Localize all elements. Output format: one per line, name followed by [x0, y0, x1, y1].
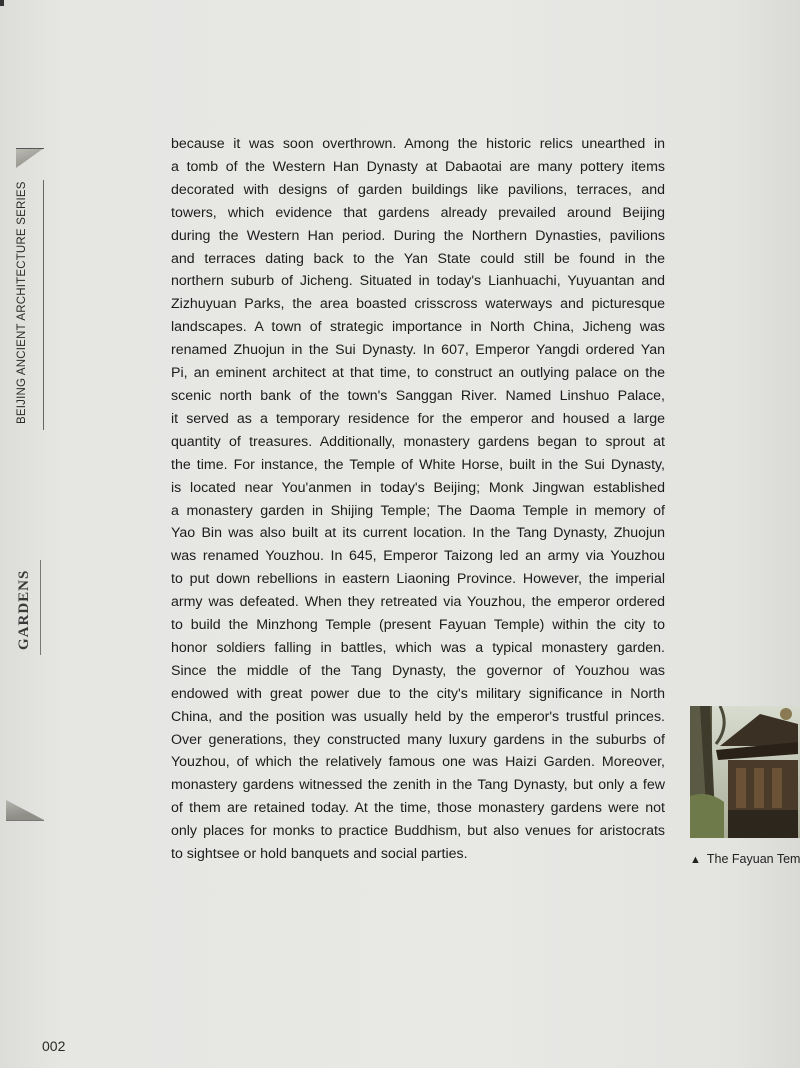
text-line: Since the middle of the Tang Dynasty, the governor of Youzhou was: [171, 662, 665, 679]
text-line: Pi, an eminent architect at that time, to construct an outlying palace on the: [171, 365, 665, 382]
tab-decoration: [6, 800, 44, 820]
text-line: landscapes. A town of strategic importance in North China, Jicheng was: [171, 319, 665, 336]
caption-text: The Fayuan Tem: [706, 852, 800, 866]
text-line: honor soldiers falling in battles, which was a typical monastery garden.: [171, 639, 665, 656]
text-line: of them are retained today. At the time, those monastery gardens were not: [171, 800, 665, 817]
text-line: it served as a temporary residence for the emperor and housed a large: [171, 410, 665, 427]
text-line: northern suburb of Jicheng. Situated in today's Lianhuachi, Yuyuantan and: [171, 273, 665, 290]
text-line: Yao Bin was also built at its current location. In the Tang Dynasty, Zhuojun: [171, 525, 665, 542]
text-line: to sightsee or hold banquets and social parties.: [171, 846, 468, 863]
text-line: was renamed Youzhou. In 645, Emperor Taizong led an army via Youzhou: [171, 548, 665, 565]
text-line: towers, which evidence that gardens already prevailed around Beijing: [171, 204, 665, 221]
text-line: decorated with designs of garden buildings like pavilions, terraces, and: [171, 181, 665, 198]
text-line: and terraces dating back to the Yan State could still be found in the: [171, 250, 665, 267]
text-line: during the Western Han period. During the Northern Dynasties, pavilions: [171, 227, 665, 244]
text-line: a tomb of the Western Han Dynasty at Dabaotai are many pottery items: [171, 158, 665, 175]
sidebar-series: [16, 140, 44, 430]
text-line: Zizhuyuan Parks, the area boasted crisscross waterways and picturesque: [171, 296, 665, 313]
page-number: 002: [42, 1038, 66, 1054]
text-line: monastery gardens witnessed the zenith in the Tang Dynasty, but only a few: [171, 777, 665, 794]
text-line: only places for monks to practice Buddhism, but also venues for aristocrats: [171, 823, 665, 840]
text-line: Over generations, they constructed many luxury gardens in the suburbs of: [171, 731, 665, 748]
corner-mark: [0, 0, 4, 6]
figure-caption: [690, 852, 800, 866]
body-paragraph: [171, 133, 665, 866]
text-line: Youzhou, of which the relatively famous one was Haizi Garden. Moreover,: [171, 754, 665, 771]
text-line: to put down rebellions in eastern Liaoning Province. However, the imperial: [171, 571, 665, 588]
series-label: BEIJING ANCIENT ARCHITECTURE SERIES: [16, 181, 28, 425]
caption-triangle-icon: ▲: [690, 854, 701, 866]
divider: [6, 820, 44, 821]
ribbon-decoration: [16, 148, 44, 168]
section-label: GARDENS: [16, 569, 32, 651]
text-line: the time. For instance, the Temple of White Horse, built in the Sui Dynasty,: [171, 456, 665, 473]
text-line: because it was soon overthrown. Among the historic relics unearthed in: [171, 136, 665, 152]
text-line: scenic north bank of the town's Sanggan River. Named Linshuo Palace,: [171, 387, 665, 404]
divider: [16, 148, 44, 149]
text-line: renamed Zhuojun in the Sui Dynasty. In 607, Emperor Yangdi ordered Yan: [171, 342, 665, 359]
fayuan-temple-photo: [690, 706, 800, 838]
text-line: a monastery garden in Shijing Temple; The Daoma Temple in memory of: [171, 502, 665, 519]
text-line: to build the Minzhong Temple (present Fayuan Temple) within the city to: [171, 617, 665, 634]
text-line: endowed with great power due to the city's military significance in North: [171, 685, 665, 702]
text-line: China, and the position was usually held by the emperor's trustful princes.: [171, 708, 665, 725]
divider: [43, 180, 44, 430]
temple-photo-image: [690, 706, 800, 838]
text-line: army was defeated. When they retreated via Youzhou, the emperor ordered: [171, 594, 665, 611]
text-line: is located near You'anmen in today's Beijing; Monk Jingwan established: [171, 479, 665, 496]
divider: [40, 560, 41, 655]
text-line: quantity of treasures. Additionally, monastery gardens began to sprout at: [171, 433, 665, 450]
